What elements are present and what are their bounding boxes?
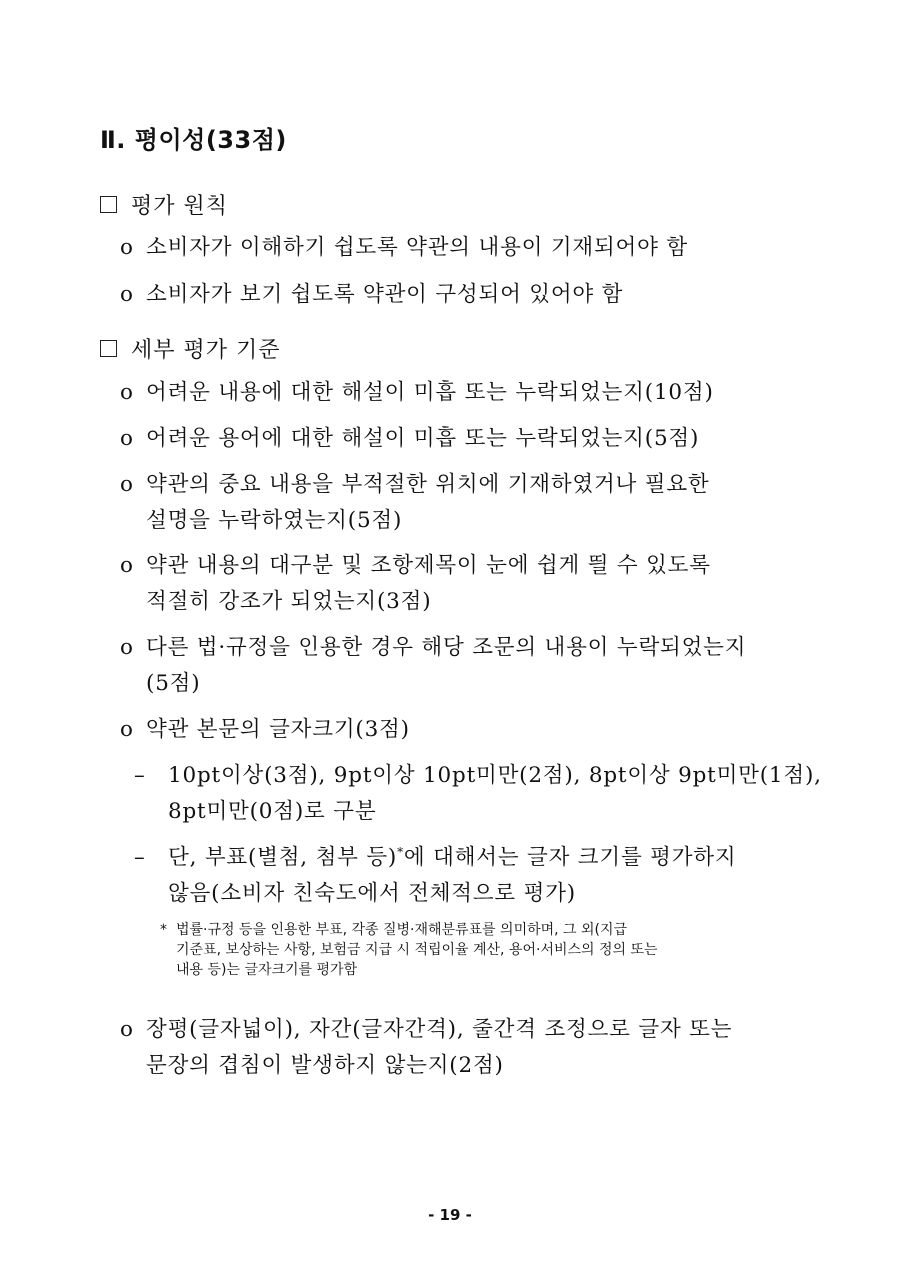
criteria-text: 장평(글자넓이), 자간(글자간격), 줄간격 조정으로 글자 또는: [146, 1017, 733, 1042]
criteria-text-continued: (5점): [146, 671, 201, 696]
criteria-text: 어려운 용어에 대한 해설이 미흡 또는 누락되었는지(5점): [146, 426, 700, 451]
criteria-text: 약관 본문의 글자크기(3점): [146, 717, 410, 742]
principle-text: 소비자가 이해하기 쉽도록 약관의 내용이 기재되어야 함: [146, 235, 688, 260]
criteria-text: 어려운 내용에 대한 해설이 미흡 또는 누락되었는지(10점): [146, 380, 714, 405]
criteria-heading-text: 세부 평가 기준: [131, 337, 281, 363]
section-title: Ⅱ. 평이성(33점): [100, 126, 287, 154]
criteria-text-continued: 설명을 누락하였는지(5점): [146, 508, 403, 533]
checkbox-icon: [100, 196, 117, 213]
bullet-marker: o: [120, 553, 134, 578]
footnote-marker: *: [160, 922, 167, 938]
criteria-text-continued: 문장의 겹침이 발생하지 않는지(2점): [146, 1053, 504, 1078]
principles-heading: [100, 186, 228, 222]
principle-text: 소비자가 보기 쉽도록 약관이 구성되어 있어야 함: [146, 282, 624, 307]
footnote-text: 법률·규정 등을 인용한 부표, 각종 질병·재해분류표를 의미하며, 그 외(지급: [176, 922, 628, 938]
criteria-text: 약관의 중요 내용을 부적절한 위치에 기재하였거나 필요한: [146, 472, 710, 497]
principle-item-2: [120, 277, 820, 313]
bullet-marker: o: [120, 282, 134, 307]
criteria-heading: [100, 330, 281, 366]
principles-heading-text: 평가 원칙: [131, 193, 229, 219]
dash-marker: –: [134, 845, 146, 870]
bullet-marker: o: [120, 635, 134, 660]
criteria-text: 다른 법·규정을 인용한 경우 해당 조문의 내용이 누락되었는지: [146, 635, 747, 660]
criteria-item-6: [120, 712, 820, 748]
checkbox-icon: [100, 340, 117, 357]
bullet-marker: o: [120, 472, 134, 497]
footnote-text-continued: 기준표, 보상하는 사항, 보험금 지급 시 적립이율 계산, 용어·서비스의 정의 또는: [176, 942, 658, 958]
criteria-item-4: [120, 548, 820, 620]
bullet-marker: o: [120, 380, 134, 405]
principle-item-1: [120, 230, 820, 266]
criteria-text: 약관 내용의 대구분 및 조항제목이 눈에 쉽게 띌 수 있도록: [146, 553, 711, 578]
page-number: - 19 -: [428, 1206, 472, 1224]
sub-item-text: 에 대해서는 글자 크기를 평가하지: [403, 845, 737, 870]
criteria-item-5: [120, 630, 820, 702]
bullet-marker: o: [120, 426, 134, 451]
sub-item-text: 10pt이상(3점), 9pt이상 10pt미만(2점), 8pt이상 9pt미만(1점),: [168, 763, 822, 788]
footnote-reference: *: [397, 844, 404, 859]
footnote: [160, 920, 810, 980]
criteria-text-continued: 적절히 강조가 되었는지(3점): [146, 589, 432, 614]
footnote-text-continued: 내용 등)는 글자크기를 평가함: [176, 962, 358, 978]
dash-marker: –: [134, 763, 146, 788]
criteria-item-3: [120, 467, 820, 539]
criteria-item-2: [120, 421, 820, 457]
font-size-sub-item-1: [134, 758, 824, 830]
bullet-marker: o: [120, 717, 134, 742]
font-size-sub-item-2: [134, 840, 824, 912]
bullet-marker: o: [120, 1017, 134, 1042]
sub-item-text-continued: 8pt미만(0점)로 구분: [168, 799, 377, 824]
sub-item-text-continued: 않음(소비자 친숙도에서 전체적으로 평가): [168, 881, 576, 906]
criteria-item-7: [120, 1012, 820, 1084]
criteria-item-1: [120, 375, 820, 411]
bullet-marker: o: [120, 235, 134, 260]
sub-item-text: 단, 부표(별첨, 첨부 등): [168, 845, 398, 870]
